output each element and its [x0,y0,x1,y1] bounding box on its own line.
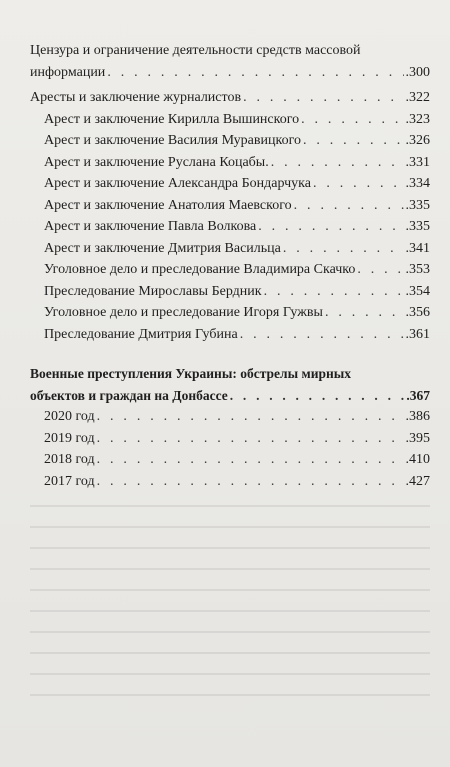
leader-dots [97,406,404,428]
toc-entry-title: 2019 год [44,430,95,446]
leader-dots [240,324,404,346]
toc-entry-bondarchuk [44,173,430,195]
toc-page-number: .335 [405,197,430,213]
toc-entry-title: Арест и заключение Руслана Коцабы. [44,154,269,170]
leader-dots [325,302,404,324]
toc-page-number: .367 [406,387,430,403]
toc-entry-line [44,238,430,260]
leader-dots [243,87,403,109]
toc-entry-line [30,40,430,62]
toc-entry-title: Уголовное дело и преследование Владимира Скачко [44,262,356,277]
toc-page-number: .322 [405,90,430,105]
toc-entry-title: Арест и заключение Кирилла Вышинского [44,111,300,127]
toc-entry-line [44,259,430,281]
toc-entry-title: Уголовное дело и преследование Игоря Гужвы [44,305,323,320]
toc-entry-line [44,324,430,346]
toc-entry-kotsaba [44,152,430,174]
toc-entry-skachko [44,259,430,281]
leader-dots [230,385,405,407]
toc-entry-censorship [30,40,430,83]
toc-page-number: .427 [405,473,430,489]
toc-entry-maevsky [44,195,430,217]
toc-page-number: .353 [405,262,430,277]
toc-entry-title-line-1: Цензура и ограничение деятельности средств массовой [30,43,361,58]
toc-entry-2017 [44,471,430,493]
toc-entry-line [30,62,430,84]
toc-page-number: .386 [405,409,430,424]
toc-entry-title-line-2: информации [30,64,106,80]
toc-page-number: .326 [405,133,430,148]
toc-entry-line [44,281,430,303]
toc-page-number: .361 [405,326,430,342]
leader-dots [107,62,403,84]
toc-entry-vasilets [44,238,430,260]
toc-page-number: .341 [405,240,430,256]
toc-entry-berdnik [44,281,430,303]
toc-entry-title: Арест и заключение Александра Бондарчука [44,176,311,191]
toc-entry-title: Арест и заключение Павла Волкова [44,219,257,234]
leader-dots [301,109,403,131]
toc-entry-title: Аресты и заключение журналистов [30,90,242,105]
toc-entry-title: Преследование Дмитрия Губина [44,326,238,342]
leader-dots [283,238,404,260]
leader-dots [97,471,404,493]
toc-page-number: .300 [405,64,430,80]
table-of-contents [30,40,430,492]
toc-entry-title: Арест и заключение Дмитрия Васильца [44,240,281,256]
toc-entry-2019 [44,428,430,450]
toc-page-number: .356 [405,305,430,320]
toc-page-number: .335 [405,219,430,234]
toc-entry-2018 [44,449,430,471]
toc-entry-title: 2017 год [44,473,95,489]
toc-page-number: .323 [405,111,430,127]
toc-entry-title: 2018 год [44,452,95,467]
toc-entry-title: Арест и заключение Анатолия Маевского [44,197,292,213]
leader-dots [271,152,404,174]
toc-entry-line [44,109,430,131]
toc-page-number: .410 [405,452,430,467]
toc-entry-line [30,87,430,109]
toc-entry-line [44,195,430,217]
toc-entry-guzhva [44,302,430,324]
toc-entry-muravitsky [44,130,430,152]
toc-entry-vyshinsky [44,109,430,131]
toc-page-number: .354 [405,283,430,299]
toc-entry-line [44,302,430,324]
toc-entry-war-crimes [30,363,430,406]
toc-page-number: .334 [405,176,430,191]
toc-entry-line [30,363,430,385]
leader-dots [97,449,404,471]
toc-entry-title: Арест и заключение Василия Муравицкого [44,133,301,148]
toc-entry-title: 2020 год [44,409,95,424]
leader-dots [357,259,403,281]
toc-entry-gubin [44,324,430,346]
toc-entry-title-line-2: объектов и граждан на Донбассе [30,387,228,403]
toc-entry-2020 [44,406,430,428]
toc-entry-title-line-1: Военные преступления Украины: обстрелы мирных [30,366,352,381]
show-through-text [30,505,430,725]
toc-entry-line [44,173,430,195]
leader-dots [258,216,403,238]
toc-page-number: .331 [405,154,430,170]
toc-entry-line [44,406,430,428]
toc-entry-line [30,385,430,407]
leader-dots [97,428,404,450]
toc-entry-line [44,471,430,493]
toc-entry-volkov [44,216,430,238]
leader-dots [303,130,404,152]
toc-entry-title: Преследование Мирославы Бердник [44,283,262,299]
leader-dots [264,281,404,303]
toc-entry-line [44,152,430,174]
toc-entry-line [44,216,430,238]
toc-page-number: .395 [405,430,430,446]
toc-entry-arrests [30,87,430,109]
leader-dots [294,195,404,217]
toc-entry-line [44,130,430,152]
toc-entry-line [44,449,430,471]
leader-dots [313,173,404,195]
toc-entry-line [44,428,430,450]
